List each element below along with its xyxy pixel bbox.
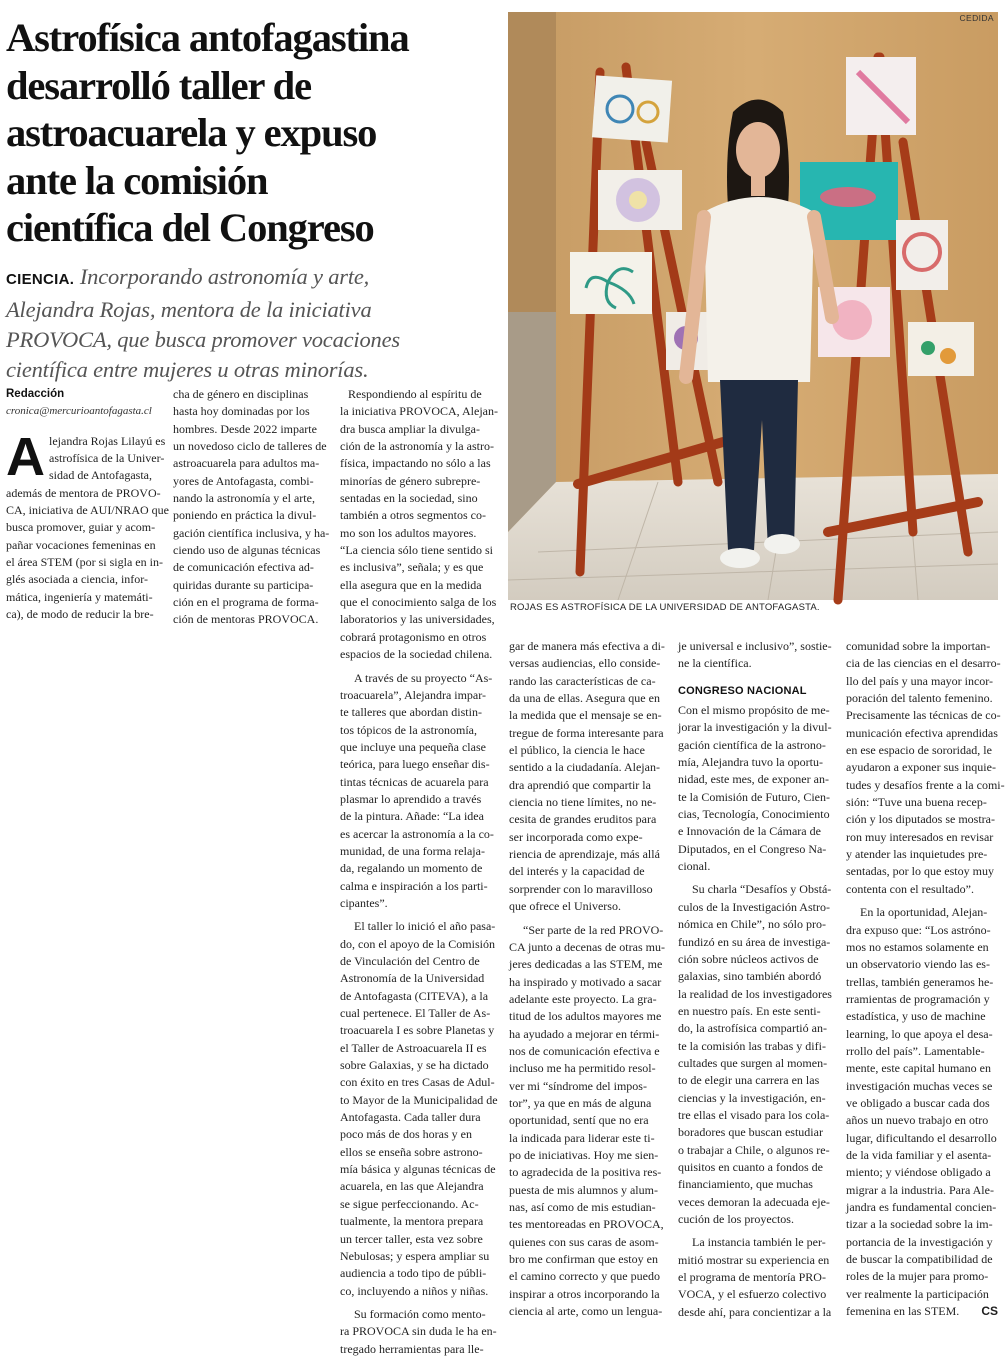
text-line: un tercer taller, esta vez sobre [340,1231,483,1246]
paragraph [846,638,1005,898]
text-line: titud de los adultos mayores me [509,1009,662,1024]
text-line: la indicada para liderar este ti- [509,1130,655,1145]
text-line: A través de su proyecto “As- [354,670,493,685]
text-line: el camino correcto y que puedo [509,1269,660,1284]
headline-line: ante la comisión [6,157,268,203]
text-line: astrofísica de la Univer- [49,451,165,466]
text-line: sentadas, por lo que estoy muy [846,864,994,879]
text-line: tre ellas el visado para los cola- [678,1107,830,1122]
text-line: ser incorporada como expe- [509,829,643,844]
text-line: miento; y viéndose obligado a [846,1165,991,1180]
paragraph [678,881,838,1228]
section-subhead: CONGRESO NACIONAL [678,684,807,697]
text-line: ellos se enseña sobre astrono- [340,1144,483,1159]
text-line: e Innovación de la Cámara de [678,824,821,839]
text-line: rando las características de ca- [509,673,656,688]
text-line: cional. [678,859,711,874]
text-line: nando la astronomía y el arte, [173,491,315,506]
text-line: cha de género en disciplinas [173,387,309,401]
text-line: contenta con el resultado”. [846,881,974,896]
text-line: de comunicación efectiva ad- [173,560,314,575]
article-column-2 [173,386,331,629]
text-line: ayudaron a exponer sus inquie- [846,760,996,775]
text-line: fundizó en su área de investiga- [678,934,831,949]
paragraph [340,386,500,664]
text-line: sobre Galaxias, y se ha dictado [340,1058,489,1073]
text-line: minorías de género subrepre- [340,473,481,488]
text-line: dra busca ampliar la divulga- [340,421,480,436]
text-line: ne la científica. [678,656,752,671]
text-line: cia de las ciencias en el desarro- [846,656,1001,671]
text-line: comunidad sobre la importan- [846,639,991,653]
lead-line: Alejandra Rojas, mentora de la iniciativa [6,297,372,322]
text-line: además de mentora de PROVO- [6,485,161,500]
text-line: el público, la ciencia le hace [509,743,645,758]
photo-caption: ROJAS ES ASTROFÍSICA DE LA UNIVERSIDAD DE ANTOFAGASTA. [510,602,820,613]
text-line: sentadas en la sociedad, sino [340,491,478,506]
text-line: Su formación como mento- [354,1306,486,1321]
text-line: estadística, y uso de machine [846,1009,986,1024]
paragraph [678,1234,838,1321]
text-line: Con el mismo propósito de me- [678,703,830,718]
text-line: puesta de mis alumnos y alum- [509,1182,658,1197]
text-line: o trabajar a Chile, o algunos re- [678,1142,830,1157]
text-line: sentido a la ciudadanía. Alejan- [509,760,660,775]
article-column-4 [509,638,669,1320]
text-line: es inclusiva”, señala; y es que [340,560,484,575]
text-line: tregue de forma interesante para [509,725,664,740]
text-line: oportunidad, sentí que no era [509,1113,649,1128]
text-line: gar de manera más efectiva a di- [509,639,665,653]
headline-line: científica del Congreso [6,205,374,250]
text-line: en ese espacio de sororidad, le [846,743,992,758]
text-line: da una de ellas. Asegura que en [509,691,660,706]
text-line: ver mi “síndrome del impos- [509,1078,647,1093]
text-line: también a otros segmentos co- [340,508,486,523]
paragraph [678,638,838,673]
text-line: glés asociada a ciencia, infor- [6,572,149,587]
text-line: con éxito en tres Casas de Adul- [340,1075,495,1090]
text-line: mática, ingeniería y matemáti- [6,589,153,604]
text-line: roles de la mujer para promo- [846,1269,989,1284]
text-line: ción sobre núcleos activos de [678,951,819,966]
text-line: je universal e inclusivo”, sostie- [678,639,832,653]
text-line: bro me confirman que estoy en [509,1252,658,1267]
text-line: “Ser parte de la red PROVO- [523,922,664,937]
text-line: ha inspirado y motivado a sacar [509,974,662,989]
text-line: espacios de la sociedad chilena. [340,647,493,662]
text-line: ca), de modo de reducir la bre- [6,607,154,622]
text-line: la medida que el mensaje se en- [509,708,662,723]
text-line: En la oportunidad, Alejan- [860,905,988,920]
text-line: audiencia a todo tipo de públi- [340,1266,487,1281]
lead-line: Incorporando astronomía y arte, [79,264,370,289]
text-line: Precisamente las técnicas de co- [846,708,1001,723]
text-line: calma e inspiración a los parti- [340,878,488,893]
paragraph [509,922,669,1321]
article-column-1 [6,386,169,623]
headline-line: Astrofísica antofagastina [6,15,409,60]
text-line: quisitos en cuanto a fondos de [678,1159,823,1174]
text-line: teórica, para luego enseñar dis- [340,757,490,772]
text-line: de la vida familiar y el asenta- [846,1147,992,1162]
text-line: la iniciativa PROVOCA, Alejan- [340,404,498,419]
text-line: ella asegura que en la medida [340,577,482,592]
text-line: de Vinculación del Centro de [340,954,480,968]
text-line: quiridas durante su participa- [173,577,314,592]
text-line-end: femenina en las STEM. [846,1304,960,1319]
text-line: astroacuarela para adultos ma- [173,456,320,471]
text-line: tor”, ya que en más de alguna [509,1095,652,1110]
article-column-5 [678,638,838,1321]
text-line: de buscar la compatibilidad de [846,1252,993,1267]
text-line: te talleres que abordan distin- [340,705,482,720]
text-line: inspirar a otros incorporando la [509,1286,660,1301]
text-line: nómica en Chile”, no sólo pro- [678,917,826,932]
text-line: física, impactando no sólo a las [340,456,491,471]
text-line: sorprender con lo maravilloso [509,881,653,896]
headline-line: astroacuarela y expuso [6,110,377,155]
text-line: mos no estamos solamente en [846,939,989,954]
text-line: CA, iniciativa de AUI/NRAO que [6,503,169,518]
paragraph [509,638,669,916]
text-line: gación científica inclusiva, y ha- [173,525,330,540]
lead-line: científica entre mujeres u otras minorías. [6,357,369,382]
text-line: ron muy interesados en revisar [846,829,994,844]
text-line: es acercar la astronomía a la co- [340,826,494,841]
article-column-3 [340,386,500,1358]
text-line: munidad, de una forma relaja- [340,843,485,858]
text-line: ra PROVOCA sin duda le ha en- [340,1324,497,1339]
text-line: llo del país y una mayor incor- [846,673,994,688]
headline [6,14,496,252]
text-line: un novedoso ciclo de talleres de [173,439,327,454]
paragraph [678,702,838,875]
text-line: ción en el programa de forma- [173,595,319,610]
end-mark-icon: CS [981,1304,998,1319]
photo-illustration [508,12,998,600]
text-line: un observatorio viendo las es- [846,957,990,972]
text-line: portancia de la investigación y [846,1234,993,1249]
text-line: que ofrece el Universo. [509,899,621,914]
article-column-6 [846,638,1005,1320]
text-line: cual pertenece. El Taller de As- [340,1006,491,1021]
text-line: cesita de grandes eruditos para [509,812,657,827]
text-line: plasmar lo aprendido a través [340,791,482,806]
paragraph [846,904,998,1320]
text-line: años un nuevo trabajo en otro [846,1113,989,1128]
text-line: ción de la astronomía y la astro- [340,439,494,454]
text-line: ve obligado a buscar cada dos [846,1095,990,1110]
text-line: mo son los adultos mayores. [340,525,477,540]
text-line: del interés y la capacidad de [509,864,645,879]
lead-line: PROVOCA, que busca promover vocaciones [6,327,400,352]
text-line: versas audiencias, ello conside- [509,656,661,671]
text-line: lejandra Rojas Lilayú es [49,433,166,448]
text-line: financiamiento, que muchas [678,1177,813,1192]
text-line: jandra es fundamental concien- [846,1200,997,1214]
text-line: nos de comunicación efectiva e [509,1043,660,1058]
text-line: to Mayor de la Municipalidad de [340,1092,498,1107]
text-line: acuarela, en las que Alejandra [340,1179,484,1194]
text-line: que el conocimiento salga de los [340,595,497,610]
text-line: mía, Alejandra tuvo la oportu- [678,755,823,770]
text-line: el área STEM (por si sigla en in- [6,555,163,570]
paragraph [340,1306,500,1358]
text-line: y atender las inquietudes pre- [846,847,988,862]
byline-author: Redacción [6,388,65,400]
text-line: poniendo en práctica la divul- [173,508,317,523]
text-line: rramientas de programación y [846,991,990,1006]
text-line: sión: “Tuve una buena recep- [846,795,987,810]
text-line: boradores que buscan estudiar [678,1125,823,1140]
text-line: tes mentoreadas en PROVOCA, [509,1217,664,1232]
text-line: tualmente, la mentora prepara [340,1214,484,1229]
text-line: troacuarela”, Alejandra impar- [340,687,487,702]
text-line: hombres. Desde 2022 imparte [173,421,317,436]
text-line: tudes y desafíos frente a la comi- [846,777,1005,792]
text-line: rrollo del país”. Lamentable- [846,1043,985,1058]
text-line: el programa de mentoría PRO- [678,1270,826,1285]
text-line: tregado herramientas para lle- [340,1341,484,1356]
text-line: Nebulosas; y espera ampliar su [340,1248,490,1263]
text-line: ción de mentoras PROVOCA. [173,612,319,627]
text-line: tintas técnicas de acuarela para [340,774,489,789]
text-line: do, con el apoyo de la Comisión [340,936,495,951]
text-line: pañar vocaciones femeninas en [6,537,156,552]
text-line: el Taller de Astroacuarela II es [340,1040,487,1055]
text-line: jorar la investigación y la divul- [678,720,832,735]
text-line: que incluye una pequeña clase [340,739,486,754]
text-line: VOCA, y el esfuerzo colectivo [678,1287,827,1302]
text-line: de la pintura. Añade: “La idea [340,809,484,824]
text-line: hasta hoy dominadas por los [173,404,310,419]
text-line: cipantes”. [340,895,388,910]
text-line: adelante este proyecto. La gra- [509,991,657,1006]
text-line: poración del talento femenino. [846,691,993,706]
text-line: te la Comisión de Futuro, Cien- [678,789,830,804]
text-line: en nuestro país. En este senti- [678,1003,821,1018]
text-line: yores de Antofagasta, combi- [173,473,314,488]
text-line: da, regalando un momento de [340,861,483,876]
text-line: poco más de dos horas y en [340,1127,472,1142]
text-line: mía básica y algunas técnicas de [340,1162,496,1177]
lead-paragraph [6,262,502,385]
text-line: trellas, también generamos he- [846,974,994,989]
text-line: CA junto a decenas de otras mu- [509,939,665,954]
text-line: busca promover, guiar y acom- [6,520,156,535]
text-line [846,1303,998,1320]
text-line: se sigue perfeccionando. Ac- [340,1196,479,1211]
paragraph [340,670,500,913]
text-line: investigación muchas veces se [846,1078,993,1093]
text-line: migrar a la industria. Para Ale- [846,1182,994,1197]
text-line: learning, lo que apoya el desa- [846,1026,993,1041]
text-line: “La ciencia sólo tiene sentido si [340,543,493,558]
text-line: mente, este capital humano en [846,1061,991,1076]
text-line: lugar, dificultando el desarrollo [846,1130,997,1145]
text-line: desde ahí, para concientizar a la [678,1304,832,1319]
text-line: La instancia también le per- [692,1235,826,1250]
text-line: ciencia al arte, como un lengua- [509,1304,663,1319]
text-line: quienes con sus caras de asom- [509,1234,659,1249]
text-line: Diputados, en el Congreso Na- [678,841,827,856]
text-line: veces demoran la adecuada eje- [678,1194,830,1209]
paragraph [340,918,500,1300]
text-line: riencia de aprendizaje, más allá [509,847,660,862]
text-line: dra expuso que: “Los astróno- [846,922,991,937]
opening-paragraph [6,426,169,624]
text-line: sidad de Antofagasta, [49,468,152,483]
text-line: to agradecida de la positiva res- [509,1165,662,1180]
text-line: mitió mostrar su experiencia en [678,1252,830,1267]
text-line: gación científica de la astrono- [678,737,826,752]
text-line: to de elegir una carrera en las [678,1073,820,1088]
text-line: la realidad de los investigadores [678,986,832,1001]
text-line: Antofagasta. Cada taller dura [340,1110,481,1125]
text-line: ha ayudado a mejorar en térmi- [509,1026,660,1041]
section-kicker: CIENCIA. [6,271,75,288]
text-line: cución de los proyectos. [678,1212,794,1226]
byline-email: cronica@mercurioantofagasta.cl [6,405,152,418]
text-line: jeres dedicadas a las STEM, me [509,957,663,972]
text-line: do, la astrofísica compartió an- [678,1021,827,1036]
text-line: nidad, este mes, de exponer an- [678,772,829,787]
article-photo [508,12,998,600]
text-line: ciendo uso de algunas técnicas [173,543,321,558]
text-line: ver realmente la participación [846,1286,989,1301]
text-line: cias, Tecnología, Conocimiento [678,807,830,822]
text-line: dra aprendió que compartir la [509,777,651,792]
drop-cap: A [6,426,45,487]
text-line: Astronomía de la Universidad [340,971,485,986]
headline-line: desarrolló taller de [6,62,311,108]
text-line: nas, así como de mis estudian- [509,1200,656,1214]
text-line: te la comisión las trabas y difi- [678,1038,826,1053]
text-line: cultades que surgen al momen- [678,1055,828,1070]
text-line: co, incluyendo a niños y niñas. [340,1283,489,1298]
text-line: tizar a la sociedad sobre la im- [846,1217,993,1232]
text-line: po de iniciativas. Hoy me sien- [509,1147,659,1162]
text-line: incluso me ha permitido resol- [509,1061,656,1076]
text-line: galaxias, sino también abordó [678,969,822,984]
text-line: ciencias y la investigación, en- [678,1090,826,1105]
text-line: El taller lo inició el año pasa- [354,919,496,934]
text-line: troacuarela I es sobre Planetas y [340,1023,495,1038]
text-line: de Antofagasta (CITEVA), a la [340,988,489,1003]
text-line: laboratorios y las universidades, [340,612,495,627]
text-line: Su charla “Desafíos y Obstá- [692,882,832,897]
text-line: municación efectiva aprendidas [846,725,998,740]
text-line: ciencia no tiene límites, no ne- [509,795,657,810]
text-line: tos tópicos de la astronomía, [340,722,477,737]
text-line: culos de la Investigación Astro- [678,899,830,914]
text-line: ción y los diputados se mostra- [846,812,995,827]
text-line: Respondiendo al espíritu de [348,387,482,401]
text-line: cobrará protagonismo en otros [340,629,487,644]
photo-credit: CEDIDA [959,13,994,23]
